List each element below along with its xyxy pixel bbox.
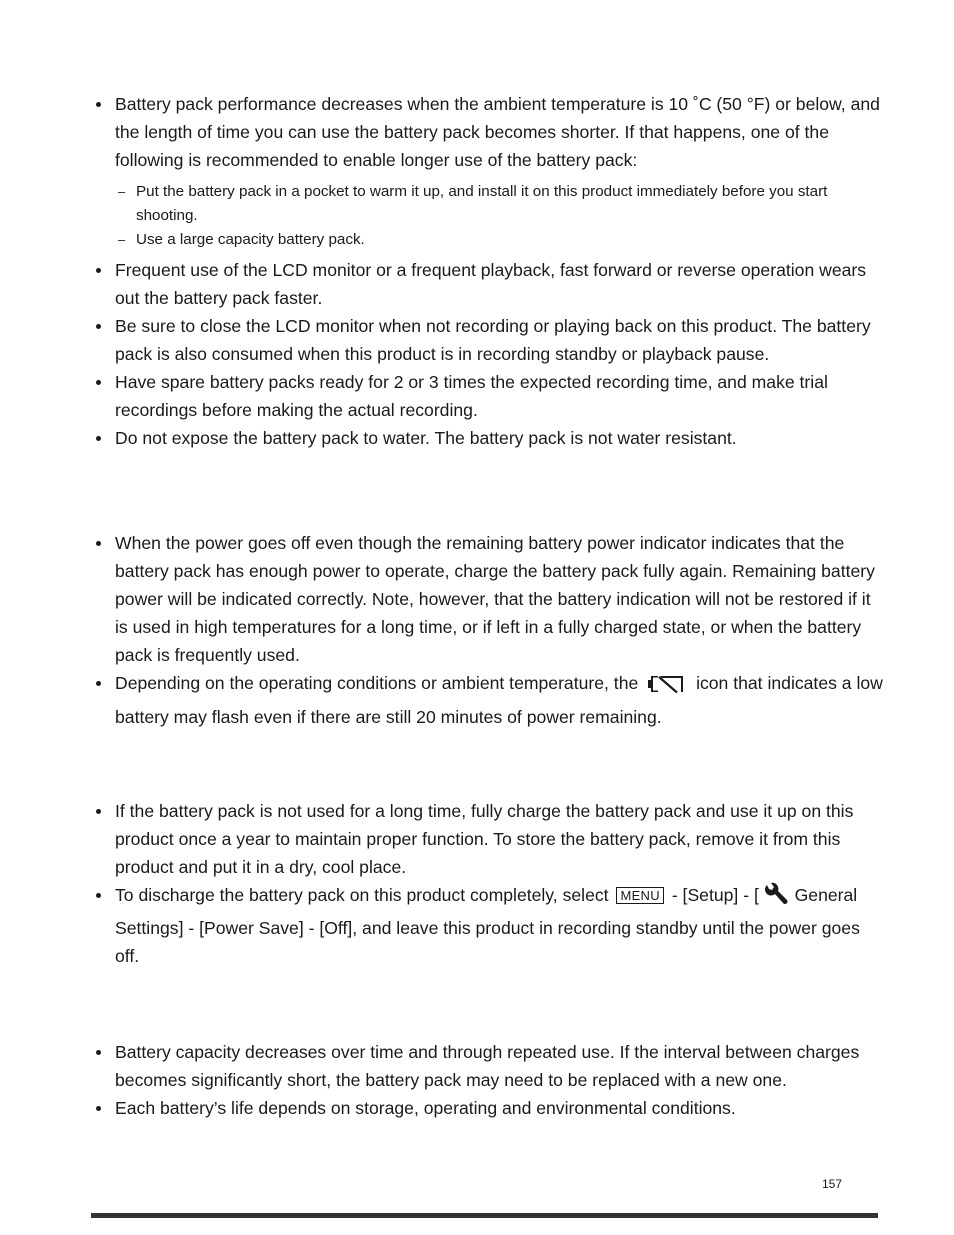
list-item-text: icon that indicates a low battery may flash even if there are still 20 minutes of power remaining. — [115, 673, 883, 727]
list-item-text: To discharge the battery pack on this product completely, select — [115, 885, 609, 905]
recommendation-sublist — [115, 180, 884, 252]
list-item: Frequent use of the LCD monitor or a frequent playback, fast forward or reverse operation wears out the battery pack faster. — [94, 256, 884, 312]
sub-list-item: – Put the battery pack in a pocket to warm it up, and install it on this product immediately before you start shooting. — [115, 180, 884, 228]
list-item-text: Depending on the operating conditions or ambient temperature, the — [115, 673, 639, 693]
list-item: Do not expose the battery pack to water. The battery pack is not water resistant. — [94, 424, 884, 452]
list-item — [94, 881, 884, 970]
list-item: Be sure to close the LCD monitor when not recording or playing back on this product. The battery pack is also consumed when this product is in recording standby or playback pause. — [94, 312, 884, 368]
footer-divider — [91, 1213, 878, 1218]
list-item: Have spare battery packs ready for 2 or 3 times the expected recording time, and make trial recordings before making the actual recording. — [94, 368, 884, 424]
list-item — [94, 90, 884, 252]
sub-list-item: – Use a large capacity battery pack. — [115, 228, 884, 252]
battery-storage-list — [94, 797, 884, 970]
low-battery-icon — [647, 673, 687, 703]
list-item-text: - [Setup] - [ — [671, 885, 759, 905]
battery-performance-list — [94, 90, 884, 452]
battery-life-list — [94, 1038, 884, 1122]
list-item — [94, 669, 884, 731]
page-number: 157 — [822, 1177, 843, 1191]
wrench-icon — [764, 882, 790, 914]
remaining-power-list — [94, 529, 884, 731]
list-item: When the power goes off even though the remaining battery power indicator indicates that the battery pack has enough power to operate, charge the battery pack fully again. Remaining battery power will be indicated correctly. Note, however, that the battery indication will not be restored if it is used in high temperatures for a long time, or if left in a fully charged state, or when the battery pack is frequently used. — [94, 529, 884, 669]
list-item: Battery capacity decreases over time and through repeated use. If the interval between charges becomes significantly short, the battery pack may need to be replaced with a new one. — [94, 1038, 884, 1094]
list-item-text: Battery pack performance decreases when the ambient temperature is 10 ˚C (50 °F) or below, and the length of time you can use the battery pack becomes shorter. If that happens, one of the following is recommended to enable longer use of the battery pack: — [115, 94, 880, 170]
menu-button-icon: MENU — [616, 887, 663, 904]
list-item: Each battery’s life depends on storage, operating and environmental conditions. — [94, 1094, 884, 1122]
list-item-text: General Settings] - [Power Save] - [Off], and leave this product in recording standby until the power goes off. — [115, 885, 860, 966]
list-item: If the battery pack is not used for a long time, fully charge the battery pack and use it up on this product once a year to maintain proper function. To store the battery pack, remove it from this product and put it in a dry, cool place. — [94, 797, 884, 881]
